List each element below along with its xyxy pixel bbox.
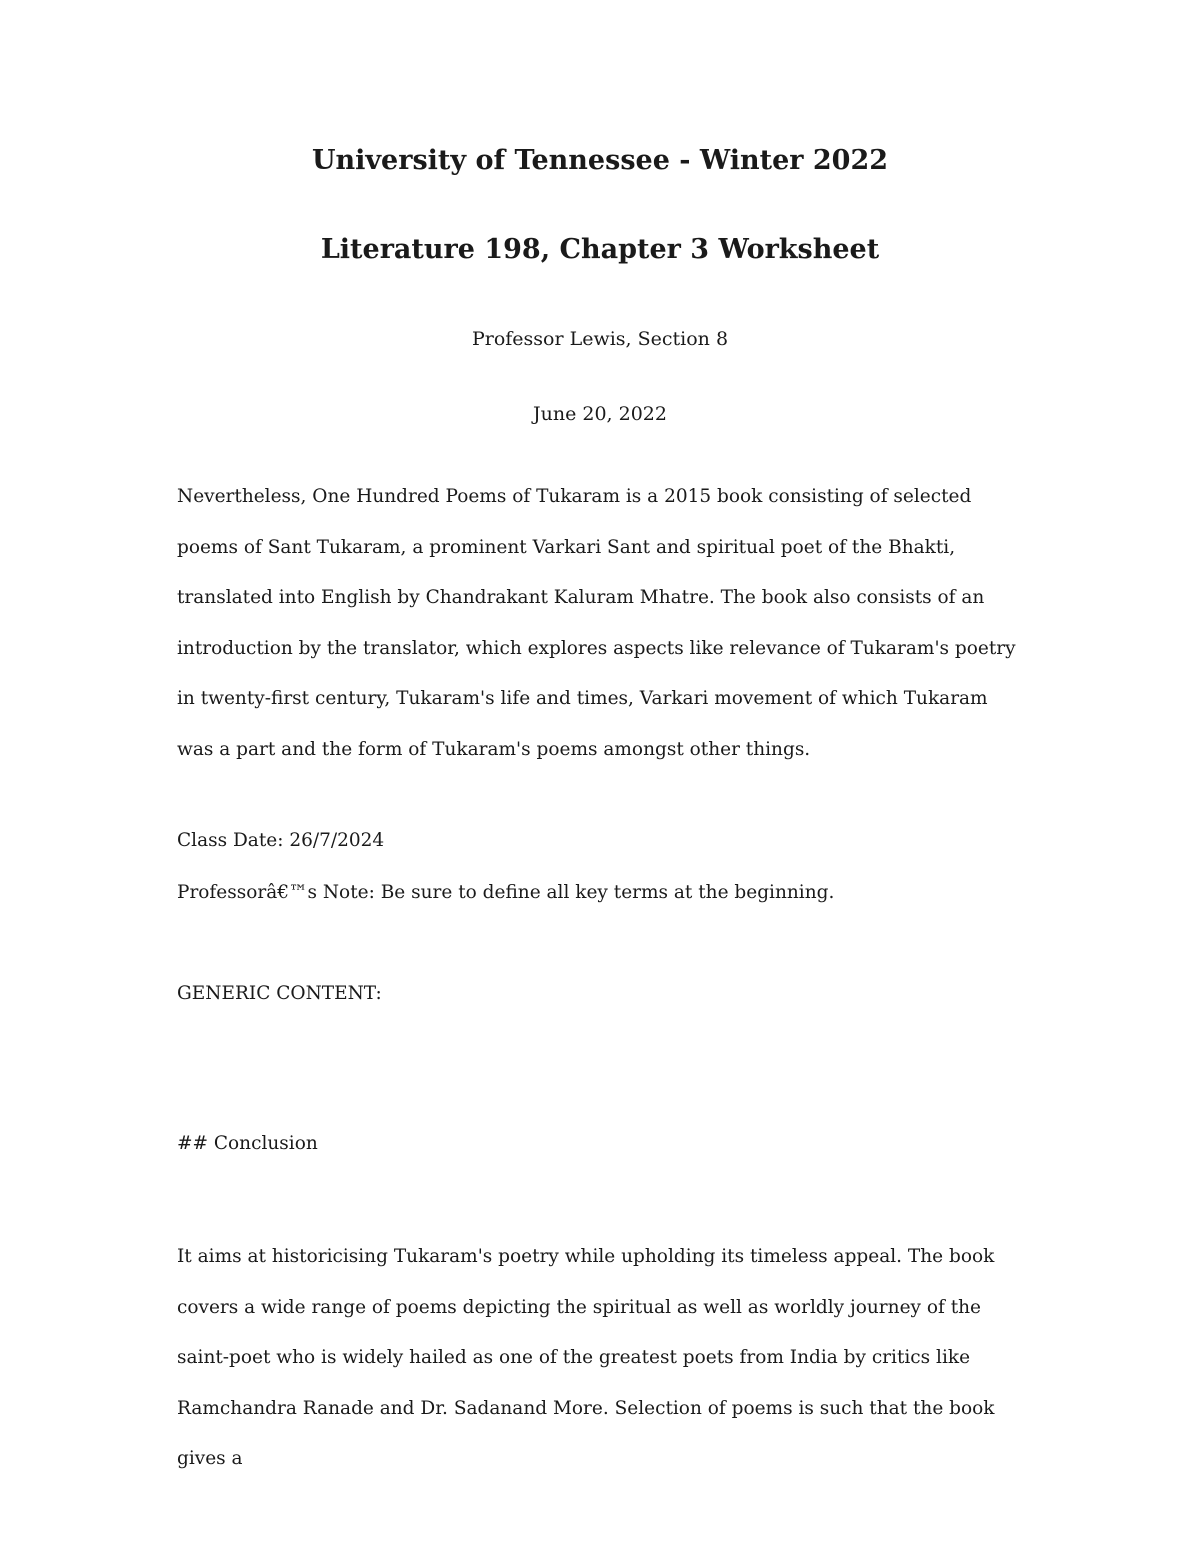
document-date: June 20, 2022 (533, 403, 667, 425)
class-date: Class Date: 26/7/2024 (177, 830, 385, 851)
professor-section: Professor Lewis, Section 8 (471, 328, 729, 350)
generic-content-label: GENERIC CONTENT: (177, 983, 382, 1004)
worksheet-title: Literature 198, Chapter 3 Worksheet (320, 234, 880, 265)
conclusion-paragraph: It aims at historicising Tukaram's poetry while upholding its timeless appeal. The book covers a wide range of poems depicting the spiritual as well as worldly journey of the saint-poet who is widely hailed as one of the greatest poets from India by critics like Ramchandra Ranade and Dr. Sadanand More. Selection of poems is such that the book gives a (177, 1246, 995, 1470)
intro-paragraph: Nevertheless, One Hundred Poems of Tukaram is a 2015 book consisting of selected poems of Sant Tukaram, a prominent Varkari Sant and spiritual poet of the Bhakti, translated into English by Chandrakant Kaluram Mhatre. The book also consists of an introduction by the translator, which explores aspects like relevance of Tukaram's poetry in twenty-first century, Tukaram's life and times, Varkari movement of which Tukaram was a part and the form of Tukaram's poems amongst other things. (177, 486, 1016, 760)
university-title: University of Tennessee - Winter 2022 (311, 145, 889, 176)
professor-note: Professorâ€™s Note: Be sure to define all key terms at the beginning. (177, 882, 835, 903)
conclusion-heading: ## Conclusion (177, 1133, 318, 1154)
